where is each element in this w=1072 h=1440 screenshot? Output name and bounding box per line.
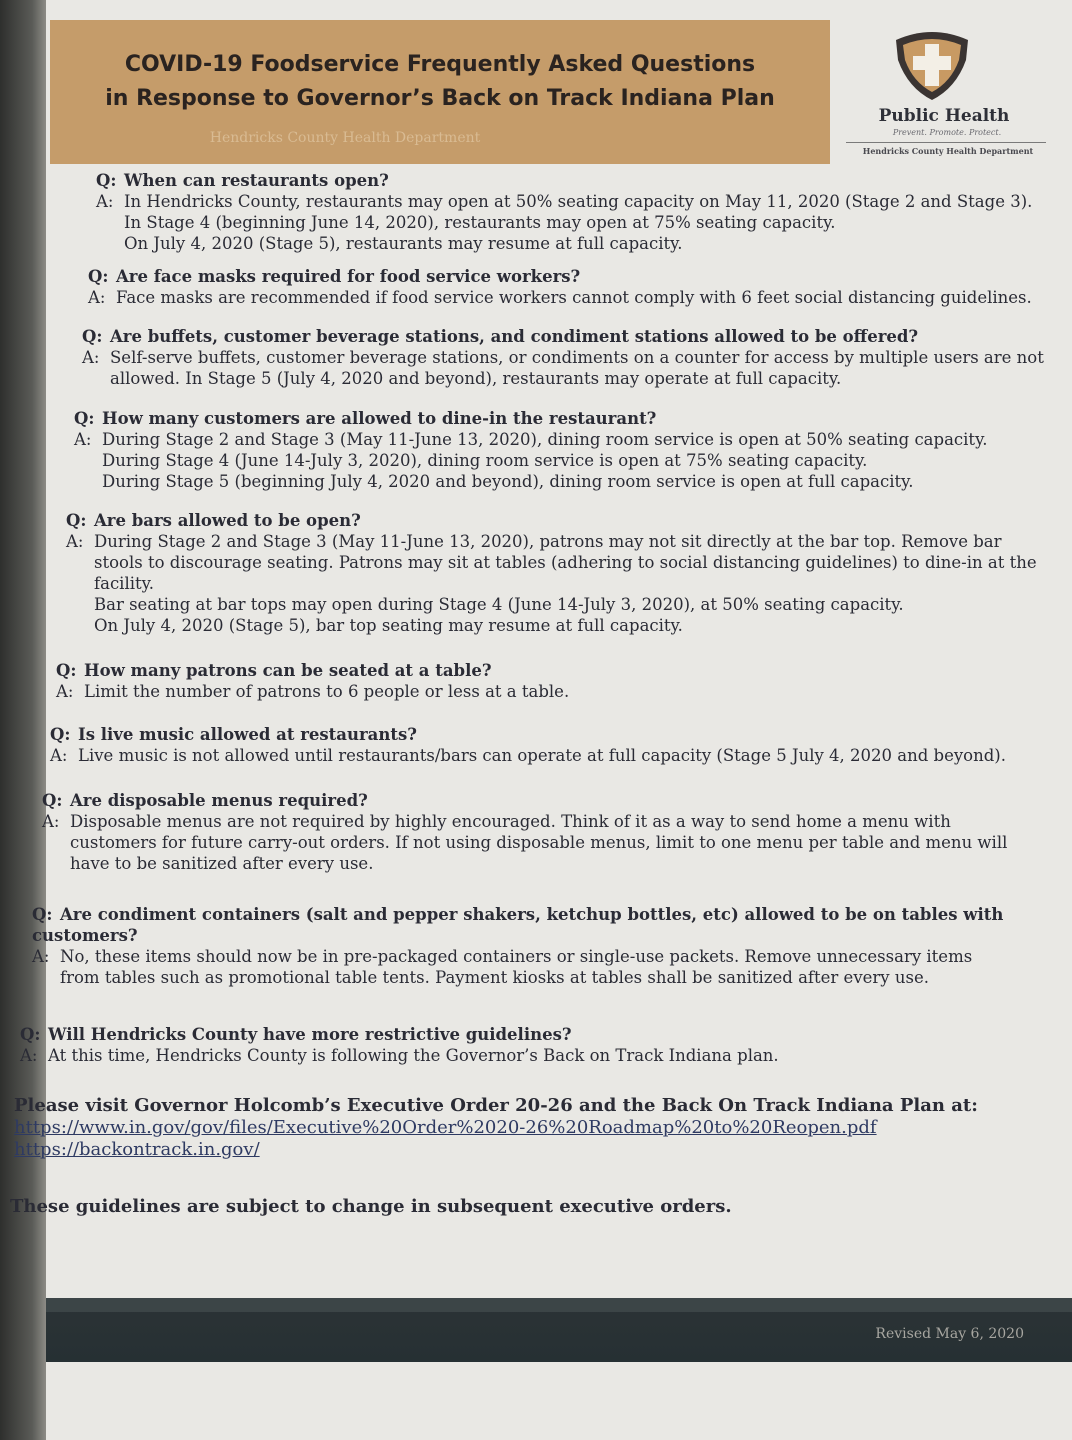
faq-answer-line: facility. — [94, 574, 155, 593]
resources-section — [14, 1095, 1014, 1161]
faq-item — [20, 1024, 1050, 1066]
faq-answer-line: During Stage 2 and Stage 3 (May 11-June 13, 2020), dining room service is open at 50% seating capacity. — [102, 430, 988, 449]
title-line-2: in Response to Governor’s Back on Track Indiana Plan — [105, 86, 775, 111]
faq-answer-line: In Hendricks County, restaurants may open at 50% seating capacity on May 11, 2020 (Stage 2 and Stage 3). — [124, 192, 1033, 211]
faq-item — [96, 170, 1046, 254]
faq-question: Are bars allowed to be open? — [94, 511, 361, 530]
faq-item — [32, 904, 1062, 988]
faq-question: Are face masks required for food service workers? — [116, 267, 581, 286]
a-label: A: — [32, 947, 50, 966]
faq-answer-line: In Stage 4 (beginning June 14, 2020), restaurants may open at 75% seating capacity. — [124, 213, 836, 232]
faq-question: Is live music allowed at restaurants? — [78, 725, 417, 744]
faq-question: Are condiment containers (salt and pepper shakers, ketchup bottles, etc) allowed to be on tables with customers? — [32, 905, 1004, 945]
faq-answer-line: On July 4, 2020 (Stage 5), restaurants may resume at full capacity. — [124, 234, 683, 253]
faq-question: Are buffets, customer beverage stations, and condiment stations allowed to be offered? — [110, 327, 919, 346]
title-line-1: COVID-19 Foodservice Frequently Asked Questions — [124, 52, 756, 77]
faq-answer-line: Bar seating at bar tops may open during Stage 4 (June 14-July 3, 2020), at 50% seating capacity. — [94, 595, 904, 614]
footer-stripe — [46, 1298, 1072, 1312]
footer-bar — [46, 1298, 1072, 1362]
q-label: Q: — [66, 511, 87, 530]
faq-answer-line: On July 4, 2020 (Stage 5), bar top seating may resume at full capacity. — [94, 616, 683, 635]
a-label: A: — [56, 682, 74, 701]
faq-answer-line: allowed. In Stage 5 (July 4, 2020 and beyond), restaurants may operate at full capacity. — [110, 369, 842, 388]
faq-question: Will Hendricks County have more restrictive guidelines? — [48, 1025, 572, 1044]
logo-divider — [846, 142, 1046, 143]
faq-question: How many patrons can be seated at a table? — [84, 661, 492, 680]
faq-item — [50, 724, 1060, 766]
faq-item — [66, 510, 1056, 636]
faq-item — [74, 408, 1049, 492]
q-label: Q: — [96, 171, 117, 190]
q-label: Q: — [74, 409, 95, 428]
a-label: A: — [42, 812, 60, 831]
a-label: A: — [88, 288, 106, 307]
back-on-track-link[interactable]: https://backontrack.in.gov/ — [14, 1139, 260, 1160]
document-page — [10, 0, 1072, 1440]
a-label: A: — [96, 192, 114, 211]
faq-answer-line: have to be sanitized after every use. — [70, 854, 374, 873]
q-label: Q: — [82, 327, 103, 346]
faq-item — [88, 266, 1048, 308]
faq-answer-line: At this time, Hendricks County is following the Governor’s Back on Track Indiana plan. — [48, 1046, 779, 1065]
a-label: A: — [82, 348, 100, 367]
public-health-logo — [846, 24, 1046, 160]
faq-answer-line: During Stage 2 and Stage 3 (May 11-June 13, 2020), patrons may not sit directly at the bar top. Remove bar — [94, 532, 1002, 551]
page-title — [50, 48, 830, 116]
faq-answer-line: No, these items should now be in pre-packaged containers or single-use packets. Remove unnecessary items — [60, 947, 973, 966]
a-label: A: — [50, 746, 68, 765]
q-label: Q: — [56, 661, 77, 680]
faq-answer-line: Face masks are recommended if food service workers cannot comply with 6 feet social distancing guidelines. — [116, 288, 1032, 307]
faq-answer-line: Live music is not allowed until restaurants/bars can operate at full capacity (Stage 5 July 4, 2020 and beyond). — [78, 746, 1006, 765]
faq-item — [82, 326, 1052, 389]
faq-answer-line: During Stage 4 (June 14-July 3, 2020), dining room service is open at 75% seating capacity. — [102, 451, 868, 470]
logo-name: Public Health — [878, 106, 1010, 126]
faq-question: When can restaurants open? — [124, 171, 389, 190]
q-label: Q: — [50, 725, 71, 744]
header-banner — [50, 20, 830, 164]
q-label: Q: — [20, 1025, 41, 1044]
faq-item — [56, 660, 1046, 702]
a-label: A: — [66, 532, 84, 551]
faq-answer-line: Self-serve buffets, customer beverage stations, or condiments on a counter for access by multiple users are not — [110, 348, 1044, 367]
executive-order-link[interactable]: https://www.in.gov/gov/files/Executive%20Order%2020-26%20Roadmap%20to%20Reopen.pdf — [14, 1117, 877, 1138]
logo-department: Hendricks County Health Department — [862, 146, 1034, 156]
q-label: Q: — [32, 905, 53, 924]
faq-answer-line: from tables such as promotional table tents. Payment kiosks at tables shall be sanitized after every use. — [60, 968, 929, 987]
resources-heading: Please visit Governor Holcomb’s Executive Order 20-26 and the Back On Track Indiana Plan at: — [14, 1095, 978, 1116]
q-label: Q: — [88, 267, 109, 286]
a-label: A: — [20, 1046, 38, 1065]
faq-answer-line: stools to discourage seating. Patrons may sit at tables (adhering to social distancing guidelines) to dine-in at the — [94, 553, 1037, 572]
faq-question: How many customers are allowed to dine-in the restaurant? — [102, 409, 657, 428]
banner-subtitle: Hendricks County Health Department — [209, 130, 481, 146]
logo-tagline: Prevent. Promote. Protect. — [892, 128, 1002, 137]
revised-date: Revised May 6, 2020 — [875, 1326, 1024, 1342]
faq-answer-line: During Stage 5 (beginning July 4, 2020 and beyond), dining room service is open at full capacity. — [102, 472, 914, 491]
q-label: Q: — [42, 791, 63, 810]
faq-answer-line: Limit the number of patrons to 6 people or less at a table. — [84, 682, 570, 701]
closing-note: These guidelines are subject to change in subsequent executive orders. — [10, 1196, 732, 1217]
shield-cross-icon — [890, 30, 974, 102]
faq-question: Are disposable menus required? — [70, 791, 368, 810]
a-label: A: — [74, 430, 92, 449]
faq-answer-line: Disposable menus are not required by highly encouraged. Think of it as a way to send home a menu with — [70, 812, 951, 831]
page-edge-shadow — [0, 0, 46, 1440]
faq-answer-line: customers for future carry-out orders. If not using disposable menus, limit to one menu per table and menu will — [70, 833, 1008, 852]
faq-item — [42, 790, 1057, 874]
